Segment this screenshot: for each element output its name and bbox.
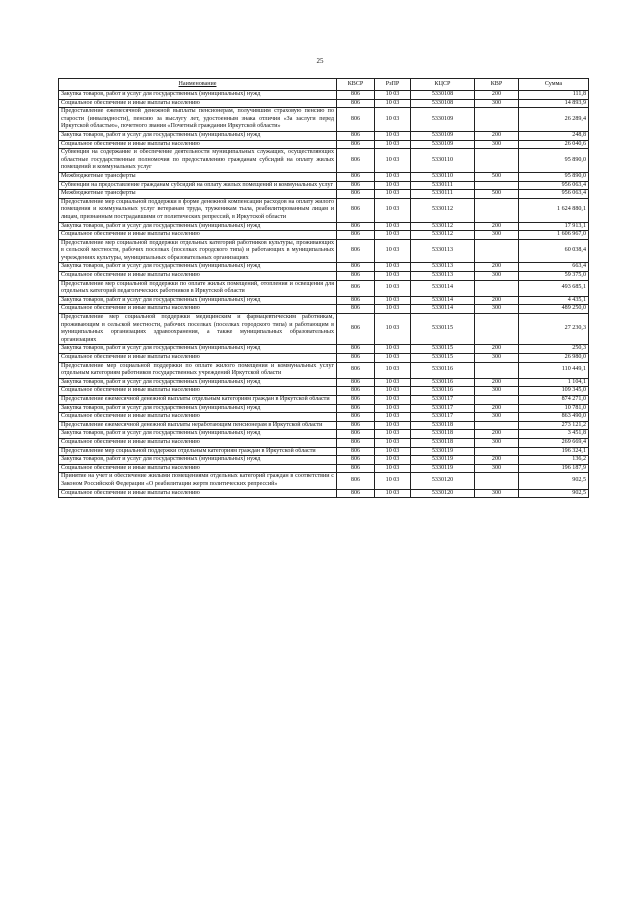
cell-kcsr: 5330115 bbox=[411, 345, 475, 354]
cell-name: Социальное обеспечение и иные выплаты населению bbox=[59, 413, 337, 422]
cell-name: Социальное обеспечение и иные выплаты населению bbox=[59, 387, 337, 396]
cell-kvsr: 806 bbox=[337, 99, 375, 108]
cell-kvr: 500 bbox=[475, 172, 519, 181]
table-row bbox=[59, 131, 589, 140]
cell-name: Предоставление мер социальной поддержки отдельных категорий работников культуры, проживающих в сельской местности, рабочих поселках (поселках городского типа) и работающих в муниципальных учреждениях культуры, муниципальных образовательных организациях bbox=[59, 239, 337, 263]
cell-kcsr: 5330119 bbox=[411, 447, 475, 456]
cell-kvr: 200 bbox=[475, 222, 519, 231]
cell-rzpr: 10 03 bbox=[375, 354, 411, 363]
cell-name: Закупка товаров, работ и услуг для государственных (муниципальных) нужд bbox=[59, 263, 337, 272]
cell-sum: 902,5 bbox=[519, 489, 589, 498]
cell-kcsr: 5330109 bbox=[411, 131, 475, 140]
cell-kvsr: 806 bbox=[337, 378, 375, 387]
cell-kvr: 300 bbox=[475, 231, 519, 240]
cell-kvsr: 806 bbox=[337, 222, 375, 231]
cell-kcsr: 5330118 bbox=[411, 430, 475, 439]
table-header-row bbox=[59, 79, 589, 91]
cell-kcsr: 5330110 bbox=[411, 149, 475, 173]
cell-rzpr: 10 03 bbox=[375, 231, 411, 240]
table-row bbox=[59, 305, 589, 314]
cell-kvr bbox=[475, 149, 519, 173]
cell-sum: 196 187,9 bbox=[519, 464, 589, 473]
cell-name: Закупка товаров, работ и услуг для государственных (муниципальных) нужд bbox=[59, 296, 337, 305]
cell-kcsr: 5330112 bbox=[411, 231, 475, 240]
cell-rzpr: 10 03 bbox=[375, 473, 411, 489]
cell-kcsr: 5330117 bbox=[411, 395, 475, 404]
cell-kcsr: 5330120 bbox=[411, 489, 475, 498]
table-row bbox=[59, 395, 589, 404]
cell-kvsr: 806 bbox=[337, 149, 375, 173]
cell-kvr bbox=[475, 473, 519, 489]
cell-kvsr: 806 bbox=[337, 345, 375, 354]
cell-kcsr: 5330119 bbox=[411, 456, 475, 465]
cell-sum: 26 040,6 bbox=[519, 140, 589, 149]
table-row bbox=[59, 239, 589, 263]
cell-kvsr: 806 bbox=[337, 473, 375, 489]
cell-kvsr: 806 bbox=[337, 91, 375, 100]
table-row bbox=[59, 280, 589, 296]
cell-name: Социальное обеспечение и иные выплаты населению bbox=[59, 489, 337, 498]
cell-kcsr: 5330116 bbox=[411, 387, 475, 396]
cell-rzpr: 10 03 bbox=[375, 395, 411, 404]
cell-name: Закупка товаров, работ и услуг для государственных (муниципальных) нужд bbox=[59, 91, 337, 100]
cell-sum: 248,8 bbox=[519, 131, 589, 140]
cell-kcsr: 5330113 bbox=[411, 272, 475, 281]
table-row bbox=[59, 413, 589, 422]
cell-name: Закупка товаров, работ и услуг для государственных (муниципальных) нужд bbox=[59, 456, 337, 465]
cell-sum: 4 435,1 bbox=[519, 296, 589, 305]
table-row bbox=[59, 404, 589, 413]
cell-rzpr: 10 03 bbox=[375, 198, 411, 222]
cell-kvsr: 806 bbox=[337, 387, 375, 396]
cell-rzpr: 10 03 bbox=[375, 404, 411, 413]
cell-name: Социальное обеспечение и иные выплаты населению bbox=[59, 438, 337, 447]
cell-name: Социальное обеспечение и иные выплаты населению bbox=[59, 354, 337, 363]
cell-sum: 60 038,4 bbox=[519, 239, 589, 263]
cell-sum: 196 324,1 bbox=[519, 447, 589, 456]
cell-kcsr: 5330120 bbox=[411, 473, 475, 489]
cell-kvr: 200 bbox=[475, 378, 519, 387]
cell-rzpr: 10 03 bbox=[375, 190, 411, 199]
cell-kvsr: 806 bbox=[337, 305, 375, 314]
cell-kvr: 300 bbox=[475, 387, 519, 396]
cell-kvsr: 806 bbox=[337, 190, 375, 199]
cell-rzpr: 10 03 bbox=[375, 430, 411, 439]
cell-name: Предоставление ежемесячной денежной выплаты отдельным категориям граждан в Иркутской области bbox=[59, 395, 337, 404]
cell-sum: 111,8 bbox=[519, 91, 589, 100]
cell-rzpr: 10 03 bbox=[375, 447, 411, 456]
cell-kcsr: 5330118 bbox=[411, 438, 475, 447]
cell-sum: 663,4 bbox=[519, 263, 589, 272]
cell-rzpr: 10 03 bbox=[375, 99, 411, 108]
cell-kvsr: 806 bbox=[337, 263, 375, 272]
header-kvsr: КВСР bbox=[337, 79, 375, 91]
cell-kvsr: 806 bbox=[337, 239, 375, 263]
cell-rzpr: 10 03 bbox=[375, 378, 411, 387]
cell-sum: 110 449,1 bbox=[519, 362, 589, 378]
cell-rzpr: 10 03 bbox=[375, 149, 411, 173]
cell-kcsr: 5330113 bbox=[411, 263, 475, 272]
cell-name: Принятие на учет и обеспечение жилыми помещениями отдельных категорий граждан в соответствии с Законом Российской Федерации «О реабилитации жертв политических репрессий» bbox=[59, 473, 337, 489]
budget-table bbox=[58, 78, 589, 498]
cell-sum: 956 063,4 bbox=[519, 190, 589, 199]
cell-kcsr: 5330108 bbox=[411, 91, 475, 100]
cell-kcsr: 5330114 bbox=[411, 305, 475, 314]
cell-rzpr: 10 03 bbox=[375, 314, 411, 345]
cell-sum: 1 104,1 bbox=[519, 378, 589, 387]
cell-name: Социальное обеспечение и иные выплаты населению bbox=[59, 272, 337, 281]
cell-kvr bbox=[475, 314, 519, 345]
cell-kvsr: 806 bbox=[337, 395, 375, 404]
cell-kvsr: 806 bbox=[337, 172, 375, 181]
cell-kcsr: 5330111 bbox=[411, 181, 475, 190]
cell-kvsr: 806 bbox=[337, 438, 375, 447]
table-row bbox=[59, 190, 589, 199]
cell-rzpr: 10 03 bbox=[375, 91, 411, 100]
cell-name: Закупка товаров, работ и услуг для государственных (муниципальных) нужд bbox=[59, 430, 337, 439]
cell-kvsr: 806 bbox=[337, 430, 375, 439]
table-row bbox=[59, 473, 589, 489]
cell-kvr: 300 bbox=[475, 489, 519, 498]
cell-name: Межбюджетные трансферты bbox=[59, 190, 337, 199]
page-number: 25 bbox=[316, 57, 324, 65]
cell-rzpr: 10 03 bbox=[375, 181, 411, 190]
cell-rzpr: 10 03 bbox=[375, 489, 411, 498]
cell-name: Предоставление мер социальной поддержки в форме денежной компенсации расходов на оплату жилого помещения и коммунальных услуг ветеранам труда, труженикам тыла, реабилитированным лицам и лицам, признанным пострадавшими от политических репрессий, в Иркутской области bbox=[59, 198, 337, 222]
table-row bbox=[59, 464, 589, 473]
cell-kvsr: 806 bbox=[337, 198, 375, 222]
cell-kvsr: 806 bbox=[337, 456, 375, 465]
cell-kcsr: 5330113 bbox=[411, 239, 475, 263]
cell-sum: 3 451,8 bbox=[519, 430, 589, 439]
cell-kvr: 300 bbox=[475, 464, 519, 473]
cell-kvr: 300 bbox=[475, 413, 519, 422]
cell-kvsr: 806 bbox=[337, 413, 375, 422]
cell-kcsr: 5330114 bbox=[411, 296, 475, 305]
cell-name: Межбюджетные трансферты bbox=[59, 172, 337, 181]
cell-kvr: 300 bbox=[475, 140, 519, 149]
cell-kvr: 300 bbox=[475, 99, 519, 108]
cell-kvsr: 806 bbox=[337, 362, 375, 378]
table-row bbox=[59, 345, 589, 354]
cell-rzpr: 10 03 bbox=[375, 108, 411, 132]
cell-name: Субвенции на предоставление гражданам субсидий на оплату жилых помещений и коммунальных услуг bbox=[59, 181, 337, 190]
cell-rzpr: 10 03 bbox=[375, 239, 411, 263]
cell-rzpr: 10 03 bbox=[375, 456, 411, 465]
cell-kvr bbox=[475, 198, 519, 222]
cell-sum: 489 250,0 bbox=[519, 305, 589, 314]
cell-sum: 26 289,4 bbox=[519, 108, 589, 132]
cell-rzpr: 10 03 bbox=[375, 413, 411, 422]
cell-kcsr: 5330112 bbox=[411, 198, 475, 222]
table-row bbox=[59, 387, 589, 396]
table-row bbox=[59, 354, 589, 363]
cell-rzpr: 10 03 bbox=[375, 131, 411, 140]
cell-name: Предоставление ежемесячной денежной выплаты неработающим пенсионерам в Иркутской области bbox=[59, 421, 337, 430]
cell-rzpr: 10 03 bbox=[375, 438, 411, 447]
cell-kcsr: 5330117 bbox=[411, 404, 475, 413]
cell-kcsr: 5330117 bbox=[411, 413, 475, 422]
cell-kvsr: 806 bbox=[337, 280, 375, 296]
cell-rzpr: 10 03 bbox=[375, 280, 411, 296]
cell-sum: 10 781,0 bbox=[519, 404, 589, 413]
cell-rzpr: 10 03 bbox=[375, 421, 411, 430]
cell-kvr bbox=[475, 239, 519, 263]
cell-sum: 956 063,4 bbox=[519, 181, 589, 190]
cell-rzpr: 10 03 bbox=[375, 263, 411, 272]
cell-rzpr: 10 03 bbox=[375, 272, 411, 281]
cell-kvsr: 806 bbox=[337, 314, 375, 345]
table-row bbox=[59, 296, 589, 305]
cell-kvr bbox=[475, 447, 519, 456]
cell-kvr: 200 bbox=[475, 131, 519, 140]
cell-kvr: 200 bbox=[475, 296, 519, 305]
cell-rzpr: 10 03 bbox=[375, 172, 411, 181]
cell-kcsr: 5330109 bbox=[411, 108, 475, 132]
table-row bbox=[59, 108, 589, 132]
cell-sum: 17 913,1 bbox=[519, 222, 589, 231]
cell-kvr: 500 bbox=[475, 190, 519, 199]
cell-sum: 109 345,0 bbox=[519, 387, 589, 396]
cell-kvr: 200 bbox=[475, 91, 519, 100]
cell-kvr bbox=[475, 421, 519, 430]
cell-kcsr: 5330116 bbox=[411, 378, 475, 387]
cell-kvr: 200 bbox=[475, 430, 519, 439]
cell-name: Предоставление мер социальной поддержки по оплате жилого помещения и коммунальных услуг отдельным категориям работников государственных учреждений Иркутской области bbox=[59, 362, 337, 378]
cell-sum: 27 230,3 bbox=[519, 314, 589, 345]
cell-rzpr: 10 03 bbox=[375, 362, 411, 378]
cell-name: Закупка товаров, работ и услуг для государственных (муниципальных) нужд bbox=[59, 131, 337, 140]
table-row bbox=[59, 263, 589, 272]
table-row bbox=[59, 222, 589, 231]
cell-sum: 874 271,0 bbox=[519, 395, 589, 404]
header-sum: Сумма bbox=[519, 79, 589, 91]
cell-kvsr: 806 bbox=[337, 272, 375, 281]
cell-rzpr: 10 03 bbox=[375, 387, 411, 396]
cell-rzpr: 10 03 bbox=[375, 222, 411, 231]
cell-kvr bbox=[475, 280, 519, 296]
cell-sum: 863 490,0 bbox=[519, 413, 589, 422]
cell-kcsr: 5330111 bbox=[411, 190, 475, 199]
table-row bbox=[59, 362, 589, 378]
cell-sum: 26 980,0 bbox=[519, 354, 589, 363]
cell-sum: 493 685,1 bbox=[519, 280, 589, 296]
cell-rzpr: 10 03 bbox=[375, 296, 411, 305]
table-row bbox=[59, 447, 589, 456]
cell-kcsr: 5330112 bbox=[411, 222, 475, 231]
cell-kvsr: 806 bbox=[337, 404, 375, 413]
table-row bbox=[59, 272, 589, 281]
table-row bbox=[59, 181, 589, 190]
table-row bbox=[59, 198, 589, 222]
cell-kvr: 200 bbox=[475, 404, 519, 413]
cell-kcsr: 5330116 bbox=[411, 362, 475, 378]
cell-rzpr: 10 03 bbox=[375, 464, 411, 473]
cell-name: Социальное обеспечение и иные выплаты населению bbox=[59, 305, 337, 314]
cell-sum: 1 624 880,1 bbox=[519, 198, 589, 222]
cell-rzpr: 10 03 bbox=[375, 305, 411, 314]
header-kcsr: КЦСР bbox=[411, 79, 475, 91]
cell-name: Предоставление мер социальной поддержки по оплате жилых помещений, отопления и освещения для отдельных категорий педагогических работников в Иркутской области bbox=[59, 280, 337, 296]
table-row bbox=[59, 99, 589, 108]
cell-kvr: 200 bbox=[475, 263, 519, 272]
cell-kvsr: 806 bbox=[337, 421, 375, 430]
header-name: Наименование bbox=[59, 79, 337, 91]
table-row bbox=[59, 438, 589, 447]
cell-kvsr: 806 bbox=[337, 296, 375, 305]
cell-kcsr: 5330114 bbox=[411, 280, 475, 296]
cell-kvsr: 806 bbox=[337, 489, 375, 498]
table-row bbox=[59, 430, 589, 439]
table-row bbox=[59, 489, 589, 498]
cell-kcsr: 5330118 bbox=[411, 421, 475, 430]
cell-kcsr: 5330109 bbox=[411, 140, 475, 149]
cell-name: Предоставление мер социальной поддержки отдельным категориям граждан в Иркутской области bbox=[59, 447, 337, 456]
cell-kvsr: 806 bbox=[337, 131, 375, 140]
cell-name: Предоставление ежемесячной денежной выплаты пенсионерам, получившим страховую пенсию по старости (инвалидности), пенсию за выслугу лет, удостоенным знака отличия «За заслуги перед Иркутской областью», почетного звания «Почетный гражданин Иркутской области» bbox=[59, 108, 337, 132]
cell-sum: 902,5 bbox=[519, 473, 589, 489]
cell-sum: 95 890,0 bbox=[519, 149, 589, 173]
cell-kvr bbox=[475, 395, 519, 404]
cell-kvsr: 806 bbox=[337, 464, 375, 473]
cell-kvsr: 806 bbox=[337, 231, 375, 240]
cell-sum: 250,3 bbox=[519, 345, 589, 354]
cell-kvsr: 806 bbox=[337, 354, 375, 363]
cell-kvsr: 806 bbox=[337, 140, 375, 149]
cell-kvsr: 806 bbox=[337, 108, 375, 132]
table-row bbox=[59, 231, 589, 240]
table-row bbox=[59, 91, 589, 100]
cell-name: Социальное обеспечение и иные выплаты населению bbox=[59, 464, 337, 473]
cell-kvr bbox=[475, 181, 519, 190]
table-row bbox=[59, 314, 589, 345]
cell-kvsr: 806 bbox=[337, 181, 375, 190]
cell-name: Закупка товаров, работ и услуг для государственных (муниципальных) нужд bbox=[59, 404, 337, 413]
cell-kcsr: 5330108 bbox=[411, 99, 475, 108]
cell-rzpr: 10 03 bbox=[375, 345, 411, 354]
cell-name: Социальное обеспечение и иные выплаты населению bbox=[59, 140, 337, 149]
cell-kcsr: 5330119 bbox=[411, 464, 475, 473]
header-kvr: КВР bbox=[475, 79, 519, 91]
cell-sum: 269 669,4 bbox=[519, 438, 589, 447]
cell-kvr: 200 bbox=[475, 456, 519, 465]
cell-kvsr: 806 bbox=[337, 447, 375, 456]
header-rzpr: РзПР bbox=[375, 79, 411, 91]
cell-sum: 95 890,0 bbox=[519, 172, 589, 181]
table-row bbox=[59, 378, 589, 387]
table-row bbox=[59, 140, 589, 149]
table-row bbox=[59, 149, 589, 173]
cell-name: Закупка товаров, работ и услуг для государственных (муниципальных) нужд bbox=[59, 222, 337, 231]
cell-rzpr: 10 03 bbox=[375, 140, 411, 149]
cell-kvr: 300 bbox=[475, 354, 519, 363]
table-row bbox=[59, 172, 589, 181]
cell-name: Предоставление мер социальной поддержки медицинским и фармацевтическим работникам, проживающим в сельской местности, рабочих поселках (поселках городского типа) и работающим в муниципальных организациях здравоохранения, а также муниципальных образовательных организациях bbox=[59, 314, 337, 345]
cell-sum: 273 121,2 bbox=[519, 421, 589, 430]
table-row bbox=[59, 421, 589, 430]
cell-kvr: 200 bbox=[475, 345, 519, 354]
cell-kvr: 300 bbox=[475, 272, 519, 281]
cell-sum: 14 893,9 bbox=[519, 99, 589, 108]
cell-kvr bbox=[475, 108, 519, 132]
cell-kvr: 300 bbox=[475, 438, 519, 447]
cell-name: Социальное обеспечение и иные выплаты населению bbox=[59, 231, 337, 240]
cell-name: Закупка товаров, работ и услуг для государственных (муниципальных) нужд bbox=[59, 345, 337, 354]
cell-name: Социальное обеспечение и иные выплаты населению bbox=[59, 99, 337, 108]
cell-sum: 136,2 bbox=[519, 456, 589, 465]
table-row bbox=[59, 456, 589, 465]
cell-name: Субвенция на содержание и обеспечение деятельности муниципальных служащих, осуществляющих областные государственные полномочия по предоставлению гражданам субсидий на оплату жилых помещений и коммунальных услуг bbox=[59, 149, 337, 173]
cell-kcsr: 5330110 bbox=[411, 172, 475, 181]
cell-kcsr: 5330115 bbox=[411, 314, 475, 345]
cell-kvr bbox=[475, 362, 519, 378]
cell-sum: 1 606 967,0 bbox=[519, 231, 589, 240]
cell-name: Закупка товаров, работ и услуг для государственных (муниципальных) нужд bbox=[59, 378, 337, 387]
cell-kvr: 300 bbox=[475, 305, 519, 314]
cell-sum: 59 375,0 bbox=[519, 272, 589, 281]
cell-kcsr: 5330115 bbox=[411, 354, 475, 363]
